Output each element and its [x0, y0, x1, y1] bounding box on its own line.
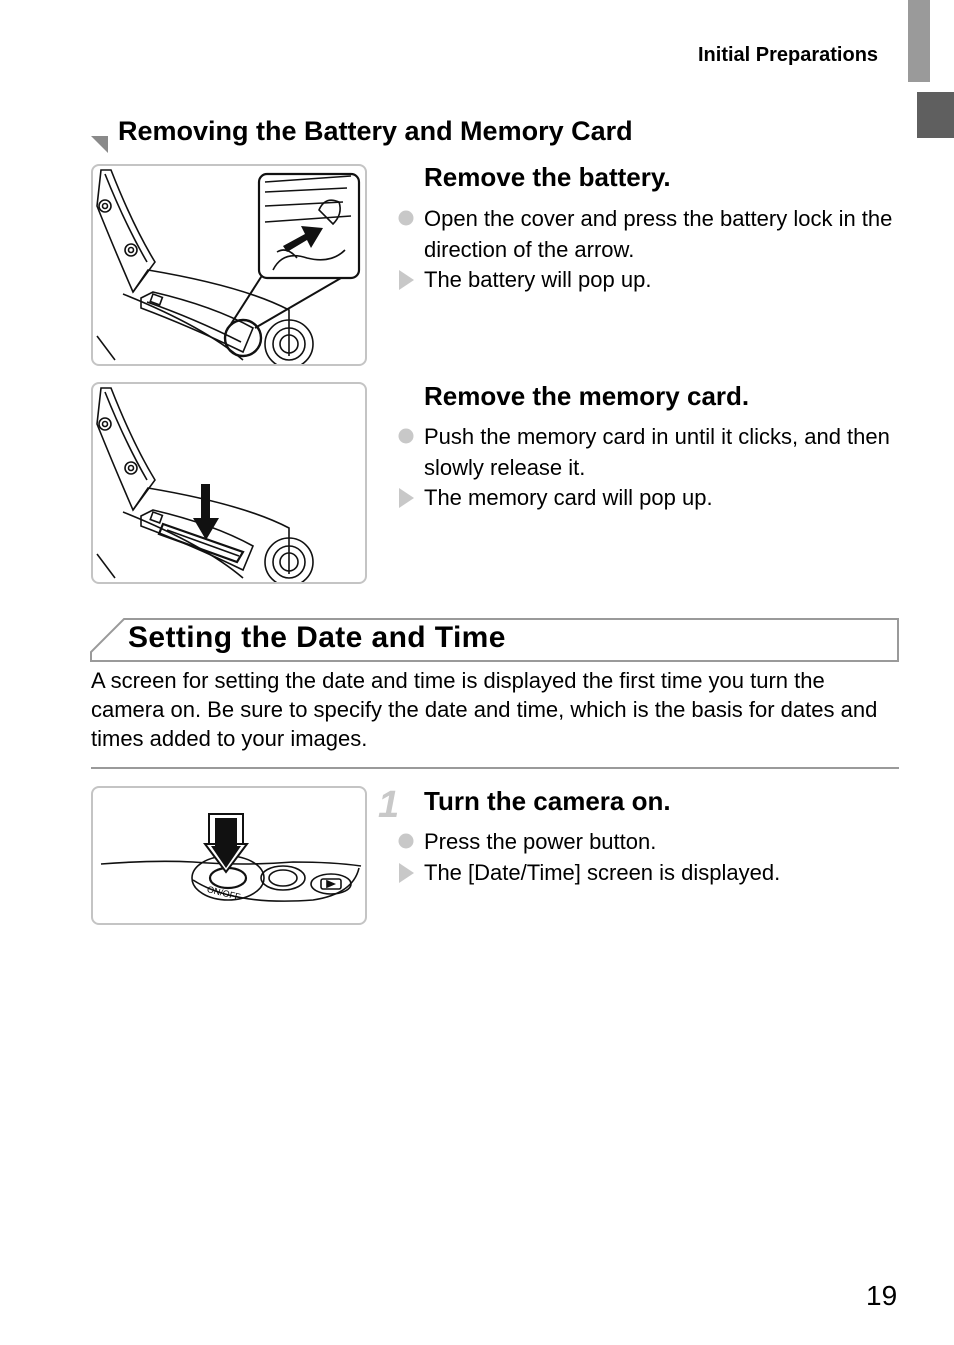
list-item [424, 265, 904, 296]
section-title: Setting the Date and Time [128, 621, 506, 654]
chapter-tab-dark [917, 92, 954, 138]
battery-result-text: The battery will pop up. [424, 267, 652, 292]
running-head: Initial Preparations [698, 44, 879, 66]
corner-triangle-icon [91, 136, 109, 154]
card-result-text: The memory card will pop up. [424, 485, 713, 510]
power-action-text: Press the power button. [424, 829, 657, 854]
sub-heading: Removing the Battery and Memory Card [118, 116, 633, 146]
intro-paragraph: A screen for setting the date and time is displayed the first time you turn the camera on. Be sure to specify the date and time, which is the basis for dates and times added to your images. [91, 668, 878, 751]
power-result-text: The [Date/Time] screen is displayed. [424, 859, 781, 885]
card-step-title: Remove the memory card. [424, 381, 750, 411]
chapter-tab-light [908, 0, 930, 82]
divider [91, 767, 899, 769]
battery-step-title: Remove the battery. [424, 162, 671, 192]
on-off-label: ON/OFF [206, 884, 242, 903]
memory-card-illustration [91, 382, 367, 584]
circle-bullet-icon [397, 204, 417, 234]
triangle-bullet-icon [397, 265, 417, 295]
battery-action-text: Open the cover and press the battery lock in the direction of the arrow. [424, 206, 893, 262]
power-step-list [424, 827, 904, 888]
triangle-bullet-icon [397, 483, 417, 513]
card-action-text: Push the memory card in until it clicks, and then slowly release it. [424, 424, 890, 480]
list-item [424, 422, 904, 483]
power-step-title: Turn the camera on. [424, 786, 671, 816]
circle-bullet-icon [397, 422, 417, 452]
power-button-illustration [91, 786, 367, 925]
step-number: 1 [378, 784, 400, 826]
battery-illustration [91, 164, 367, 366]
list-item [424, 483, 904, 514]
circle-bullet-icon [397, 827, 417, 857]
battery-step-list [424, 204, 904, 296]
list-item [424, 827, 904, 858]
card-step-list [424, 422, 904, 514]
page-number: 19 [866, 1280, 898, 1311]
list-item [424, 858, 904, 889]
list-item [424, 204, 904, 265]
triangle-bullet-icon [397, 858, 417, 888]
